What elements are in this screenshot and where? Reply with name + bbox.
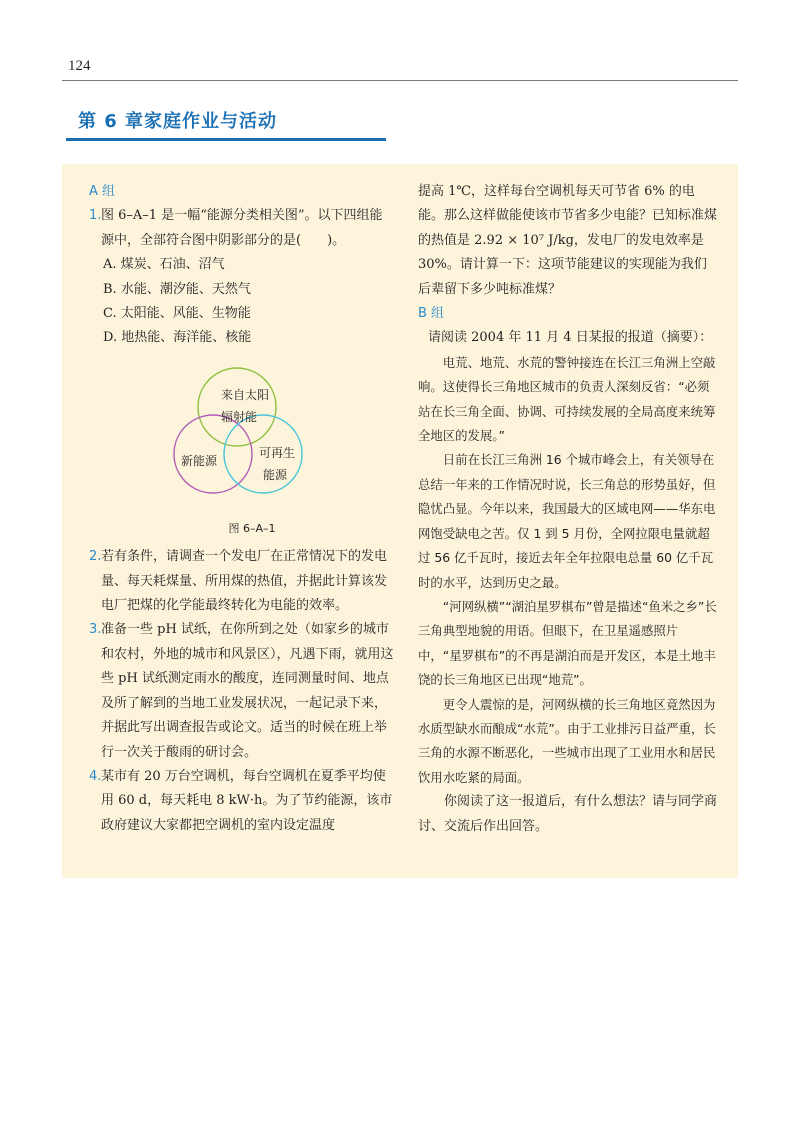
question-1-number: 1. — [89, 208, 102, 224]
article-paragraph-3: “河网纵横”“湖泊星罗棋布”曾是描述“鱼米之乡”长三角典型地貌的用语。但眼下，在卫星遥感照片中，“星罗棋布”的不再是湖泊而是开发区，本是土地丰饶的长三角地区已出现“地荒”。 — [418, 598, 717, 688]
article-paragraph-4: 更令人震惊的是，河网纵横的长三角地区竟然因为水质型缺水而酿成“水荒”。由于工业排污日益严重，长三角的水源不断恶化，一些城市出现了工业用水和居民饮用水吃紧的局面。 — [418, 696, 716, 785]
chapter-title: 第 6 章家庭作业与活动 — [78, 111, 278, 132]
question-4-number: 4. — [89, 768, 102, 784]
venn-diagram — [159, 359, 339, 509]
option-d: D. 地热能、海洋能、核能 — [103, 330, 252, 346]
venn-label-solar-2: 辐射能 — [221, 409, 258, 424]
question-2-text: 若有条件，请调查一个发电厂在正常情况下的发电量、每天耗煤量、所用煤的热值，并据此计算该发电厂把煤的化学能最终转化为电能的效率。 — [101, 549, 388, 614]
group-b-label: B 组 — [418, 306, 445, 322]
right-column — [418, 180, 718, 839]
question-4 — [89, 765, 395, 838]
question-4-continuation: 提高 1℃，这样每台空调机每天可节省 6% 的电能。那么这样做能使该市节省多少电能？已知标准煤的热值是 2.92 × 10⁷ J/kg，发电厂的发电效率是 30%。请计算一下：这项节能建议的实现能为我们后辈留下多少吨标准煤？ — [418, 184, 718, 297]
question-1 — [89, 204, 395, 253]
header-rule — [62, 80, 738, 81]
option-b: B. 水能、潮汐能、天然气 — [103, 281, 251, 297]
article-paragraph-1: 电荒、地荒、水荒的警钟接连在长江三角洲上空敲响。这使得长三角地区城市的负责人深刻反省：“必须站在长三角全面、协调、可持续发展的全局高度来统筹全地区的发展。” — [418, 354, 716, 444]
figure-caption: 图 6–A–1 — [228, 521, 276, 535]
question-1-text: 图 6–A–1 是一幅“能源分类相关图”。以下四组能源中，全部符合图中阴影部分的是( )。 — [101, 208, 383, 248]
question-3-number: 3. — [89, 622, 102, 638]
group-b-intro: 请阅读 2004 年 11 月 4 日某报的报道（摘要）： — [428, 330, 713, 346]
news-article — [418, 351, 718, 790]
article-paragraph-2: 日前在长江三角洲 16 个城市峰会上，有关领导在总结一年来的工作情况时说，长三角总的形势虽好，但隐忧凸显。今年以来，我国最大的区域电网——华东电网饱受缺电之苦。仅 1 到 5 月份，全网拉限电量就超过 56 亿千瓦时，接近去年全年拉限电总量 60 亿千瓦时的水平，达到历史之最。 — [418, 452, 716, 590]
venn-label-renewable-1: 可再生 — [259, 445, 296, 460]
group-a-label: A 组 — [89, 184, 116, 199]
question-3 — [89, 618, 395, 764]
venn-figure — [89, 351, 395, 523]
option-a: A. 煤炭、石油、沼气 — [103, 257, 225, 273]
question-2-number: 2. — [89, 549, 102, 565]
option-c: C. 太阳能、风能、生物能 — [103, 306, 251, 322]
question-3-text: 准备一些 pH 试纸，在你所到之处（如家乡的城市和农村，外地的城市和风景区），凡遇下雨，就用这些 pH 试纸测定雨水的酸度，连同测量时间、地点及所了解到的当地工业发展状况，一起记录下来，并据此写出调查报告或论文。适当的时候在班上举行一次关于酸雨的研讨会。 — [101, 622, 394, 760]
venn-label-solar-1: 来自太阳 — [221, 387, 270, 402]
left-column — [89, 180, 395, 838]
page-number: 124 — [68, 58, 91, 74]
question-2 — [89, 545, 395, 618]
group-b-question: 你阅读了这一报道后，有什么想法？请与同学商讨、交流后作出回答。 — [418, 794, 718, 834]
venn-circle-solar — [198, 368, 276, 446]
title-underline — [66, 138, 386, 141]
venn-label-renewable-2: 能源 — [263, 467, 288, 482]
venn-label-new-energy: 新能源 — [181, 453, 218, 468]
question-4-text: 某市有 20 万台空调机，每台空调机在夏季平均使用 60 d，每天耗电 8 kW·h。为了节约能源，该市政府建议大家都把空调机的室内设定温度 — [101, 768, 393, 833]
